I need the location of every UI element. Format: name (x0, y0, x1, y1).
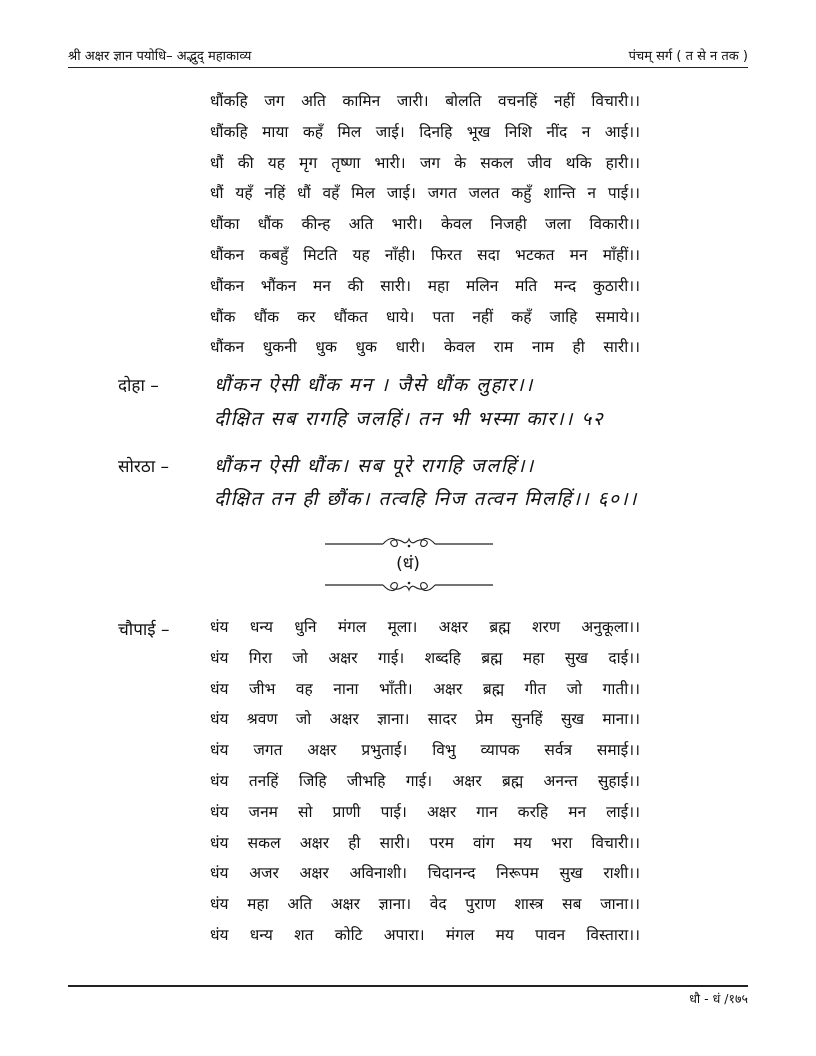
page-header (68, 40, 748, 66)
sortha-line-2: दीक्षित तन ही छौंक। तत्वहि निज तत्वन मिलहिं।। ६०।। (214, 488, 638, 510)
verse-block-2 (210, 612, 640, 951)
verse-line: धौंकन कबहुँ मिटति यह नाँही। फिरत सदा भटकत मन माँहीं।। (210, 245, 640, 264)
verse-line: धंय अजर अक्षर अविनाशी। चिदानन्द निरूपम सुख राशी।। (210, 864, 640, 883)
footer-rule (68, 985, 748, 987)
verse-line: धौंकन भौंकन मन की सारी। महा मलिन मति मन्द कुठारी।। (210, 276, 640, 295)
verse-line: धंय जीभ वह नाना भाँती। अक्षर ब्रह्म गीत जो गाती।। (210, 679, 640, 698)
doha-label: दोहा – (118, 376, 159, 396)
book-title: श्री अक्षर ज्ञान पयोधि– अद्भुद् महाकाव्य (68, 49, 252, 64)
sortha-line-1: धौंकन ऐसी धौंक। सब पूरे रागहि जलहिं।। (214, 455, 535, 477)
sortha-label: सोरठा – (118, 457, 170, 477)
verse-block-1 (210, 86, 640, 363)
verse-line: धंय गिरा जो अक्षर गाई। शब्दहि ब्रह्म महा सुख दाई।। (210, 648, 640, 667)
verse-line: धंय तनहिं जिहि जीभहि गाई। अक्षर ब्रह्म अनन्त सुहाई।। (210, 771, 640, 790)
verse-line: धौंका धौंक कीन्ह अति भारी। केवल निजही जला विकारी।। (210, 215, 640, 234)
verse-line: धौंकहि माया कहँ मिल जाई। दिनहि भूख निशि नींद न आई।। (210, 122, 640, 141)
doha-line-1: धौंकन ऐसी धौंक मन । जैसे धौंक लुहार।। (214, 374, 534, 396)
chaupai-label: चौपाई – (118, 620, 170, 640)
verse-line: धौं की यह मृग तृष्णा भारी। जग के सकल जीव थकि हारी।। (210, 153, 640, 172)
section-heading: (धं) (396, 554, 420, 574)
header-rule (68, 67, 748, 68)
doha-line-2: दीक्षित सब रागहि जलहिं। तन भी भस्मा कार।। ५२ (214, 408, 605, 430)
verse-line: धौंकन धुकनी धुक धुक धारी। केवल राम नाम ही सारी।। (210, 338, 640, 357)
chapter-title: पंचम् सर्ग ( त से न तक ) (628, 49, 748, 64)
verse-line: धंय जगत अक्षर प्रभुताई। विभु व्यापक सर्वत्र समाई।। (210, 741, 640, 760)
verse-line: धौंकहि जग अति कामिन जारी। बोलति वचनहिं नहीं विचारी।। (210, 92, 640, 110)
verse-line: धंय जनम सो प्राणी पाई। अक्षर गान करहि मन लाई।। (210, 802, 640, 821)
verse-line: धंय श्रवण जो अक्षर ज्ञाना। सादर प्रेम सुनहिं सुख माना।। (210, 710, 640, 729)
verse-line: धौं यहँ नहिं धौं वहँ मिल जाई। जगत जलत कहुँ शान्ति न पाई।। (210, 184, 640, 203)
verse-line: धंय सकल अक्षर ही सारी। परम वांग मय भरा विचारी।। (210, 833, 640, 852)
verse-line: धंय धन्य शत कोटि अपारा। मंगल मय पावन विस्तारा।। (210, 925, 640, 944)
ornament-divider-bottom (325, 576, 493, 596)
ornament-divider-top (325, 533, 493, 553)
page-number: धौ - धं /१७५ (689, 991, 748, 1006)
verse-line: धंय धन्य धुनि मंगल मूला। अक्षर ब्रह्म शरण अनुकूला।। (210, 618, 640, 636)
verse-line: धंय महा अति अक्षर ज्ञाना। वेद पुराण शास्त्र सब जाना।। (210, 895, 640, 914)
verse-line: धौंक धौंक कर धौंकत धाये। पता नहीं कहँ जाहि समाये।। (210, 307, 640, 326)
